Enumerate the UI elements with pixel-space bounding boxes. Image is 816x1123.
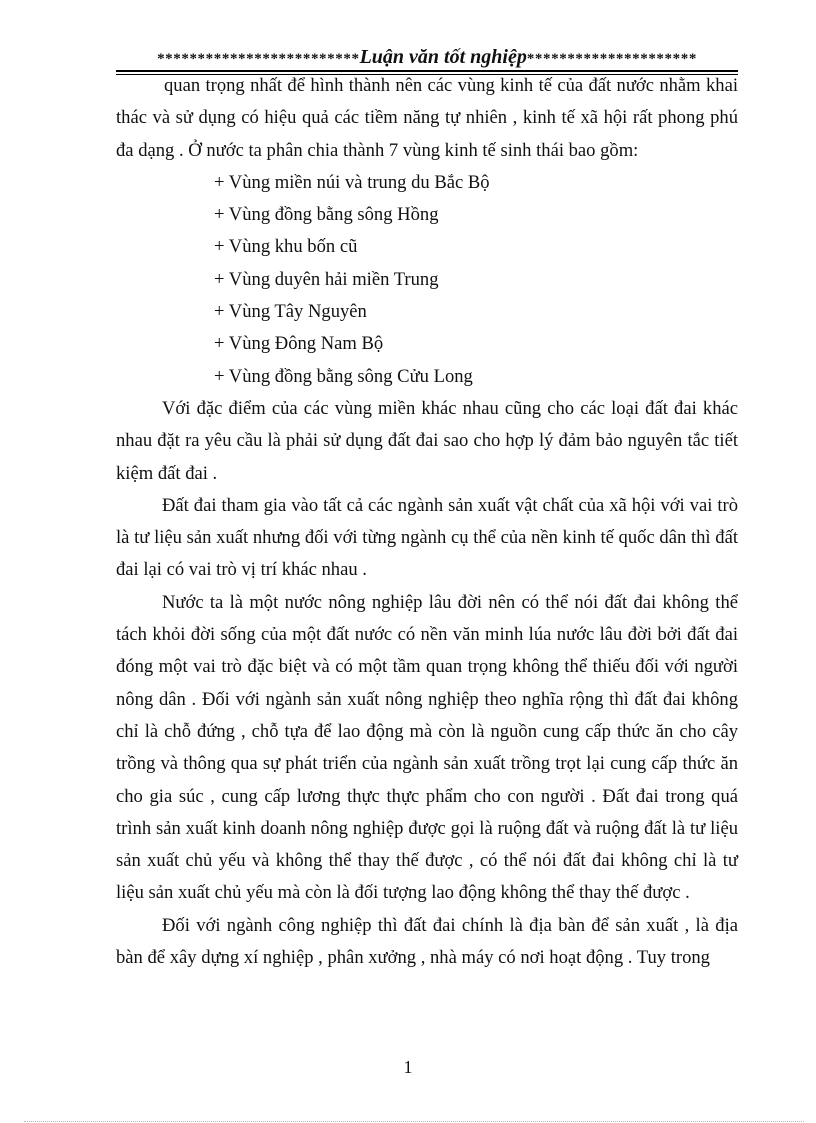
document-body bbox=[116, 70, 738, 974]
list-item: + Vùng đồng bằng sông Hồng bbox=[214, 204, 439, 226]
header-stars-left: ************************* bbox=[157, 51, 360, 67]
header-title: Luận văn tốt nghiệp bbox=[359, 46, 527, 68]
region-list bbox=[116, 167, 738, 393]
list-item: + Vùng khu bốn cũ bbox=[214, 236, 358, 258]
paragraph: Nước ta là một nước nông nghiệp lâu đời nên có thể nói đất đai không thể tách khỏi đời sống của một đất nước có nền văn minh lúa nước lâu đời bởi đất đai đóng một vai trò đặc biệt và có một tầm quan trọng không thể thiếu đối với người nông dân . Đối với ngành sản xuất nông nghiệp theo nghĩa rộng thì đất đai không chỉ là chỗ đứng , chỗ tựa để lao động mà còn là nguồn cung cấp thức ăn cho cây trồng và thông qua sự phát triển của ngành sản xuất trồng trọt lại cung cấp thức ăn cho gia súc , cung cấp lương thực thực phẩm cho con người . Đất đai trong quá trình sản xuất kinh doanh nông nghiệp được gọi là ruộng đất và ruộng đất là tư liệu sản xuất chủ yếu và không thể thay thế được , có thể nói đất đai không chỉ là tư liệu sản xuất chủ yếu mà còn là đối tượng lao động không thể thay thế được . bbox=[116, 591, 738, 904]
page-number: 1 bbox=[403, 1057, 413, 1077]
paragraph: Với đặc điểm của các vùng miền khác nhau cũng cho các loại đất đai khác nhau đặt ra yêu cầu là phải sử dụng đất đai sao cho hợp lý đảm bảo nguyên tắc tiết kiệm đất đai . bbox=[116, 397, 738, 484]
list-item: + Vùng miền núi và trung du Bắc Bộ bbox=[214, 171, 490, 193]
paragraph: Đối với ngành công nghiệp thì đất đai chính là địa bàn để sản xuất , là địa bàn để xây dựng xí nghiệp , phân xưởng , nhà máy có nơi hoạt động . Tuy trong bbox=[116, 914, 738, 969]
paragraph: Đất đai tham gia vào tất cả các ngành sản xuất vật chất của xã hội với vai trò là tư liệu sản xuất nhưng đối với từng ngành cụ thể của nền kinh tế quốc dân thì đất đai lại có vai trò vị trí khác nhau . bbox=[116, 494, 738, 581]
list-item: + Vùng duyên hải miền Trung bbox=[214, 268, 439, 290]
list-item: + Vùng Tây Nguyên bbox=[214, 301, 367, 323]
page-header bbox=[116, 46, 738, 69]
list-item: + Vùng Đông Nam Bộ bbox=[214, 333, 384, 355]
page-bottom-divider bbox=[24, 1121, 804, 1122]
header-stars-right: ********************* bbox=[526, 51, 697, 67]
list-item: + Vùng đồng bằng sông Cửu Long bbox=[214, 365, 473, 387]
paragraph-intro: quan trọng nhất để hình thành nên các vùng kinh tế của đất nước nhằm khai thác và sử dụng có hiệu quả các tiềm năng tự nhiên , kinh tế xã hội rất phong phú đa dạng . Ở nước ta phân chia thành 7 vùng kinh tế sinh thái bao gồm: bbox=[116, 75, 738, 161]
